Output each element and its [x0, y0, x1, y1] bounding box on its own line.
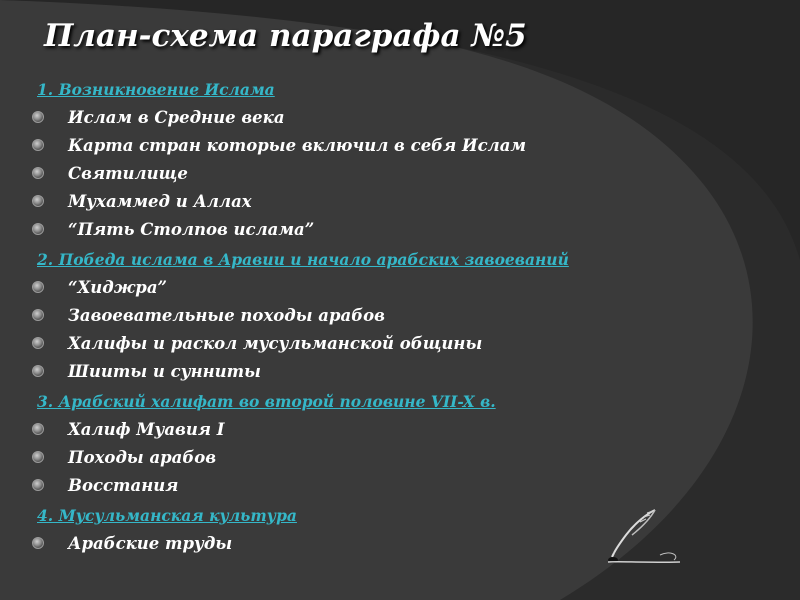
circle-bullet-icon — [32, 309, 44, 321]
list-item: Арабские труды — [32, 534, 232, 560]
circle-bullet-icon — [32, 451, 44, 463]
circle-bullet-icon — [32, 479, 44, 491]
list-item: “Пять Столпов ислама” — [32, 220, 314, 246]
list-item: Ислам в Средние века — [32, 108, 285, 134]
circle-bullet-icon — [32, 139, 44, 151]
list-item: Походы арабов — [32, 448, 216, 474]
list-item: Халиф Муавия I — [32, 420, 224, 446]
circle-bullet-icon — [32, 537, 44, 549]
circle-bullet-icon — [32, 111, 44, 123]
list-item: Завоевательные походы арабов — [32, 306, 385, 332]
circle-bullet-icon — [32, 423, 44, 435]
section-heading-3[interactable]: 3. Арабский халифат во второй половине VII-X в. — [37, 392, 496, 411]
circle-bullet-icon — [32, 195, 44, 207]
list-item: Восстания — [32, 476, 178, 502]
list-item: Карта стран которые включил в себя Ислам — [32, 136, 526, 162]
list-item: Шииты и сунниты — [32, 362, 261, 388]
list-item: Мухаммед и Аллах — [32, 192, 252, 218]
circle-bullet-icon — [32, 223, 44, 235]
page-title: План-схема параграфа №5 — [44, 18, 527, 54]
section-heading-4[interactable]: 4. Мусульманская культура — [37, 506, 297, 525]
list-item: “Хиджра” — [32, 278, 167, 304]
list-item: Халифы и раскол мусульманской общины — [32, 334, 482, 360]
circle-bullet-icon — [32, 281, 44, 293]
circle-bullet-icon — [32, 365, 44, 377]
quill-pen-icon — [600, 505, 690, 570]
circle-bullet-icon — [32, 337, 44, 349]
section-heading-1[interactable]: 1. Возникновение Ислама — [37, 80, 275, 99]
circle-bullet-icon — [32, 167, 44, 179]
section-heading-2[interactable]: 2. Победа ислама в Аравии и начало арабских завоеваний — [37, 250, 569, 269]
list-item: Святилище — [32, 164, 188, 190]
